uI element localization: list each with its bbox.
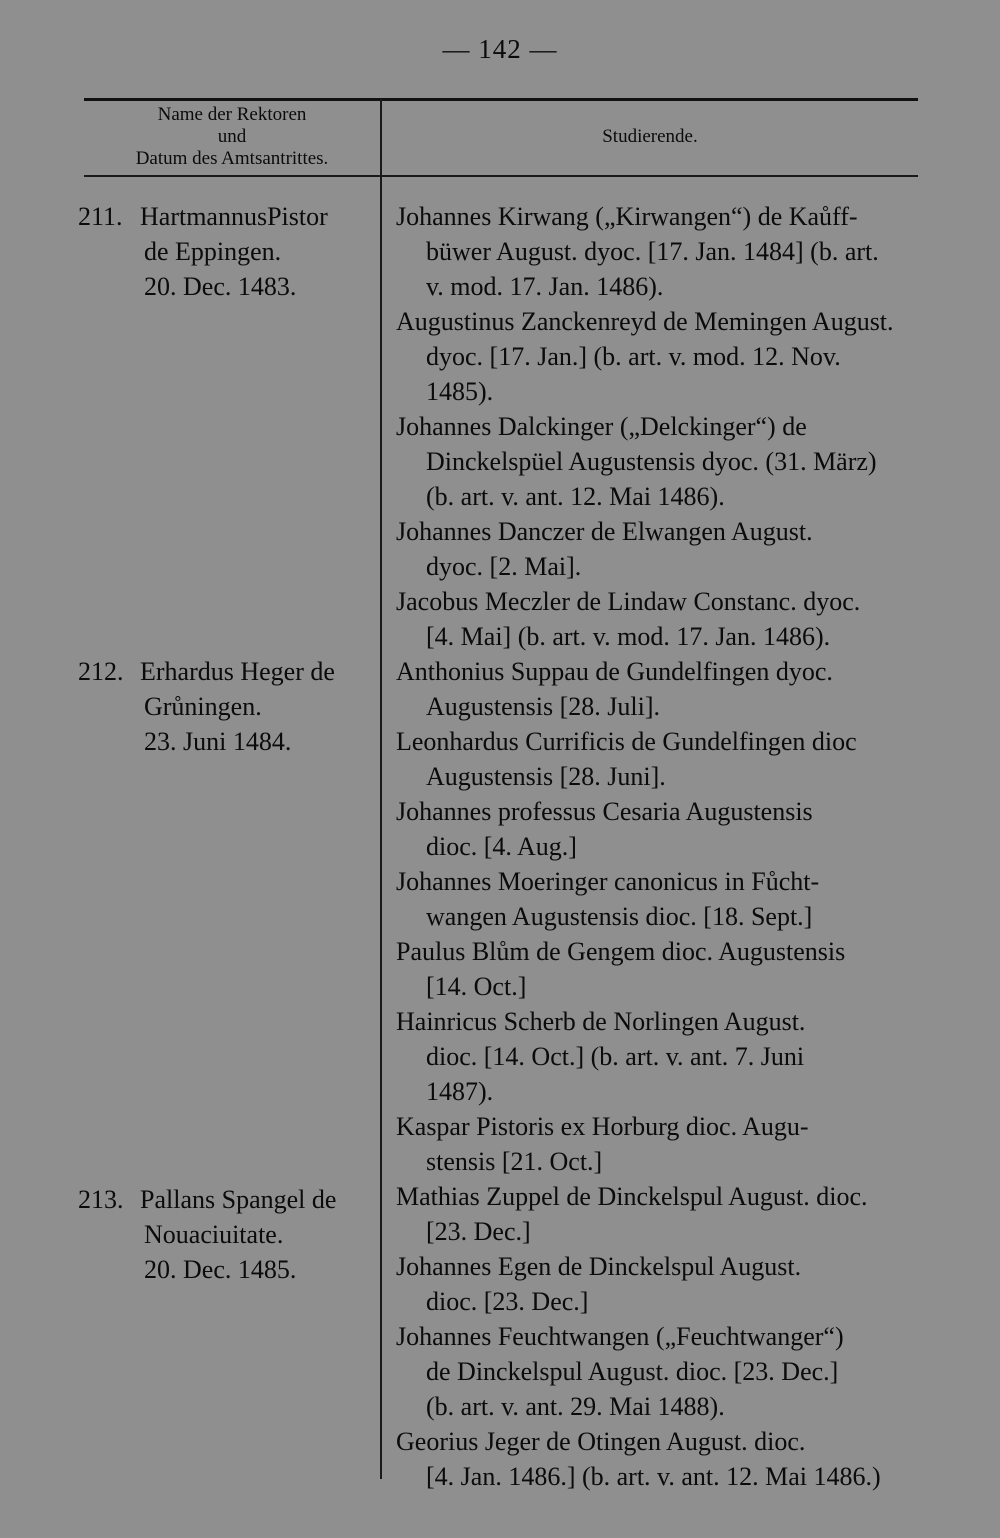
column-header-rectors <box>84 104 380 170</box>
page-number: — 142 — <box>442 34 558 64</box>
student-entry <box>396 1109 922 1179</box>
rector-entry <box>78 1182 378 1287</box>
student-entry-line: [4. Jan. 1486.] (b. art. v. ant. 12. Mai 1486.) <box>426 1462 881 1491</box>
student-entry-line: (b. art. v. ant. 29. Mai 1488). <box>426 1392 725 1421</box>
student-entry <box>396 409 922 514</box>
rector-name: HartmannusPistor <box>140 202 328 231</box>
student-entry-line: wangen Augustensis dioc. [18. Sept.] <box>426 902 813 931</box>
student-entry-line: Johannes Danczer de Elwangen August. <box>396 517 813 546</box>
student-entry-line: dioc. [14. Oct.] (b. art. v. ant. 7. Juni <box>426 1042 805 1071</box>
rector-date: 23. Juni 1484. <box>144 727 292 756</box>
student-entry <box>396 1179 922 1249</box>
rector-entry <box>78 654 378 759</box>
student-entry-line: Georius Jeger de Otingen August. dioc. <box>396 1427 806 1456</box>
header-line: Name der Rektoren <box>157 104 307 125</box>
student-entry-line: Augustinus Zanckenreyd de Memingen August. <box>396 307 894 336</box>
student-entry <box>396 864 922 934</box>
student-entry-line: v. mod. 17. Jan. 1486). <box>426 272 664 301</box>
student-entry-line: 1487). <box>426 1077 494 1106</box>
student-entry-line: stensis [21. Oct.] <box>426 1147 603 1176</box>
rector-number: 211. <box>78 202 123 231</box>
student-entry <box>396 514 922 584</box>
student-entry-line: Augustensis [28. Juni]. <box>426 762 666 791</box>
student-entry-line: Hainricus Scherb de Norlingen August. <box>396 1007 806 1036</box>
student-entry <box>396 1249 922 1319</box>
student-entry-line: de Dinckelspul August. dioc. [23. Dec.] <box>426 1357 839 1386</box>
rector-date: 20. Dec. 1483. <box>144 272 297 301</box>
student-entry <box>396 1319 922 1424</box>
table-header-rule <box>84 175 918 177</box>
student-entry <box>396 199 922 304</box>
student-entry-line: Augustensis [28. Juli]. <box>426 692 660 721</box>
student-entry-line: Kaspar Pistoris ex Horburg dioc. Augu- <box>396 1112 809 1141</box>
student-entry-line: Johannes Moeringer canonicus in Fůcht- <box>396 867 820 896</box>
student-entry-line: [4. Mai] (b. art. v. mod. 17. Jan. 1486). <box>426 622 831 651</box>
student-entry <box>396 934 922 1004</box>
student-entry <box>396 794 922 864</box>
student-entry-line: Johannes Kirwang („Kirwangen“) de Kaůff- <box>396 202 858 231</box>
rector-date: 20. Dec. 1485. <box>144 1255 297 1284</box>
column-header-students: Studierende. <box>602 126 698 147</box>
student-entry-line: Anthonius Suppau de Gundelfingen dyoc. <box>396 657 833 686</box>
rector-origin: de Eppingen. <box>144 237 282 266</box>
student-entry-line: büwer August. dyoc. [17. Jan. 1484] (b. art. <box>426 237 879 266</box>
student-entry <box>396 654 922 724</box>
student-entry-line: Johannes professus Cesaria Augustensis <box>396 797 813 826</box>
student-entry-line: Johannes Dalckinger („Delckinger“) de <box>396 412 807 441</box>
student-entry-line: Mathias Zuppel de Dinckelspul August. dioc. <box>396 1182 868 1211</box>
student-entry-line: Johannes Feuchtwangen („Feuchtwanger“) <box>396 1322 844 1351</box>
student-entry-line: [23. Dec.] <box>426 1217 531 1246</box>
student-entry-line: 1485). <box>426 377 494 406</box>
students-list <box>396 199 922 1494</box>
student-entry-line: dioc. [23. Dec.] <box>426 1287 589 1316</box>
student-entry <box>396 724 922 794</box>
student-entry-line: dyoc. [17. Jan.] (b. art. v. mod. 12. Nov. <box>426 342 841 371</box>
student-entry-line: dioc. [4. Aug.] <box>426 832 577 861</box>
student-entry <box>396 584 922 654</box>
rector-origin: Nouaciuitate. <box>144 1220 284 1249</box>
rector-number: 212. <box>78 657 124 686</box>
rector-origin: Grůningen. <box>144 692 262 721</box>
student-entry <box>396 1424 922 1494</box>
rector-entry <box>78 199 378 304</box>
rector-name: Pallans Spangel de <box>140 1185 337 1214</box>
rector-number: 213. <box>78 1185 124 1214</box>
student-entry-line: Jacobus Meczler de Lindaw Constanc. dyoc. <box>396 587 861 616</box>
header-line: und <box>217 126 247 147</box>
student-entry-line: Dinckelspüel Augustensis dyoc. (31. März) <box>426 447 877 476</box>
student-entry-line: Leonhardus Currificis de Gundelfingen dioc <box>396 727 857 756</box>
table-top-rule <box>84 98 918 101</box>
student-entry <box>396 1004 922 1109</box>
column-divider <box>380 99 382 1479</box>
student-entry-line: dyoc. [2. Mai]. <box>426 552 582 581</box>
student-entry-line: Johannes Egen de Dinckelspul August. <box>396 1252 802 1281</box>
student-entry <box>396 304 922 409</box>
rector-name: Erhardus Heger de <box>140 657 335 686</box>
student-entry-line: Paulus Blům de Gengem dioc. Augustensis <box>396 937 846 966</box>
student-entry-line: [14. Oct.] <box>426 972 527 1001</box>
header-line: Datum des Amtsantrittes. <box>135 148 329 169</box>
student-entry-line: (b. art. v. ant. 12. Mai 1486). <box>426 482 725 511</box>
